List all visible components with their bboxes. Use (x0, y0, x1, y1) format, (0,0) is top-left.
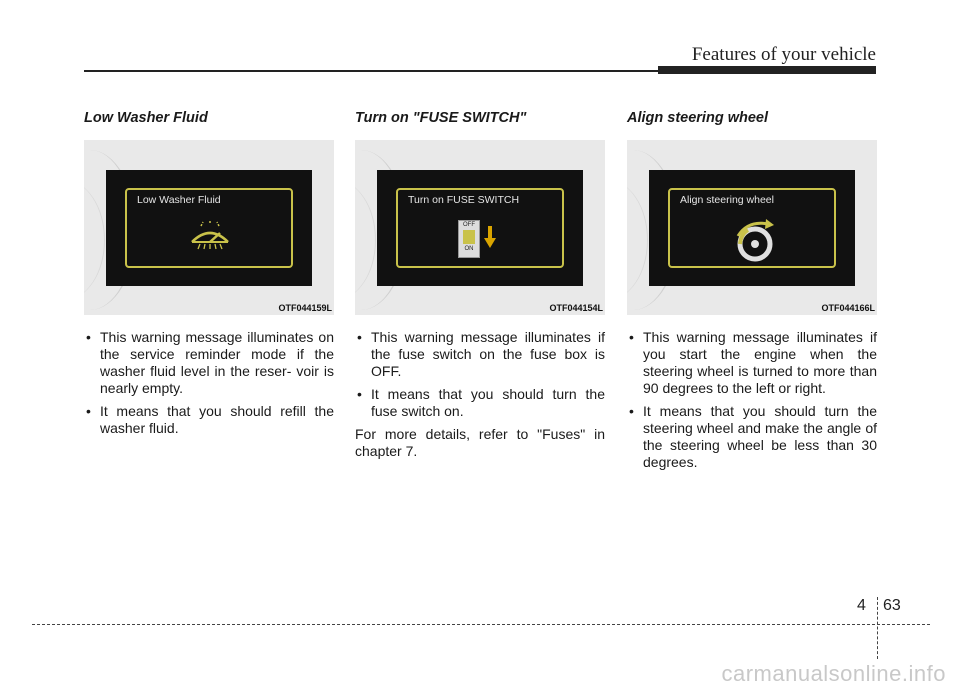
fuse-switch-icon (458, 220, 480, 258)
bullet-item: • It means that you should turn the steering wheel and make the angle of the steering wheel be less than 30 degrees. (627, 403, 877, 471)
figure-align-steering-wheel (627, 140, 877, 315)
warning-message-text: Turn on FUSE SWITCH (408, 194, 520, 206)
page-number-separator (877, 597, 878, 659)
section-fuse-switch (355, 110, 605, 460)
bullet-item: • This warning message illuminates if you start the engine when the steering wheel is turned to more than 90 degrees to the left or right. (627, 329, 877, 397)
section-title: Low Washer Fluid (84, 110, 208, 126)
fuse-switch-lever (463, 230, 475, 244)
washer-fluid-icon (187, 220, 233, 256)
footer-rule (32, 624, 930, 625)
bullet-item: • It means that you should turn the fuse switch on. (355, 386, 605, 420)
figure-code: OTF044154L (549, 303, 603, 313)
warning-message-box (396, 188, 564, 268)
bullet-list (355, 329, 605, 420)
figure-code: OTF044159L (278, 303, 332, 313)
fuse-switch-on-label: ON (464, 246, 474, 252)
steering-wheel-icon (728, 214, 782, 262)
watermark: carmanualsonline.info (721, 661, 946, 686)
arrow-down-icon (484, 226, 496, 248)
warning-message-box (125, 188, 293, 268)
warning-message-text: Align steering wheel (680, 194, 774, 206)
figure-fuse-switch (355, 140, 605, 315)
bullet-list (84, 329, 334, 437)
page-number: 63 (883, 597, 901, 614)
fuse-switch-off-label: OFF (463, 222, 475, 228)
header-rule (84, 70, 658, 72)
bullet-item: • It means that you should refill the washer fluid. (84, 403, 334, 437)
warning-message-text: Low Washer Fluid (137, 194, 221, 206)
bullet-list (627, 329, 877, 471)
section-title: Align steering wheel (627, 110, 768, 126)
figure-low-washer-fluid (84, 140, 334, 315)
chapter-number: 4 (857, 597, 866, 614)
figure-code: OTF044166L (821, 303, 875, 313)
section-title: Turn on "FUSE SWITCH" (355, 110, 527, 126)
section-align-steering-wheel (627, 110, 877, 477)
bullet-item: • This warning message illuminates on the service reminder mode if the washer fluid level in the reser- voir is nearly empty. (84, 329, 334, 397)
bullet-item: • This warning message illuminates if the fuse switch on the fuse box is OFF. (355, 329, 605, 380)
section-low-washer-fluid (84, 110, 334, 443)
warning-message-box (668, 188, 836, 268)
header-rule-accent (658, 66, 876, 74)
reference-paragraph: For more details, refer to "Fuses" in chapter 7. (355, 426, 605, 459)
page-header-title: Features of your vehicle (691, 44, 876, 65)
